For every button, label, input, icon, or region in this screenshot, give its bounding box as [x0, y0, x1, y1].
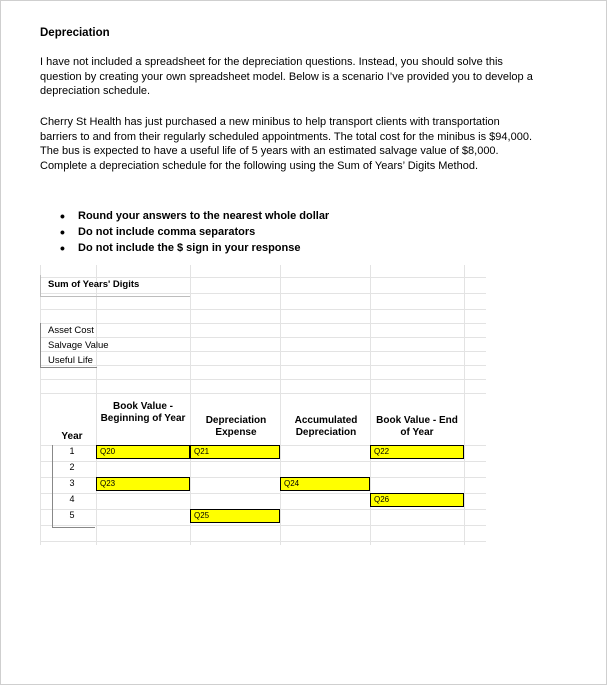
page-title: Depreciation	[40, 27, 110, 39]
answer-q22[interactable]: Q22	[370, 445, 464, 459]
header-year: Year	[61, 431, 83, 442]
scenario-paragraph: Cherry St Health has just purchased a new minibus to help transport clients with transportation barriers to and from their regularly scheduled appointments. The total cost for the minibus is $94,000. The bus is expected to have a useful life of 5 years with an estimated salvage value of $8,000. Complete a depreciation schedule for the following using the Sum of Years’ Digits Method.	[40, 116, 533, 172]
gridline	[40, 265, 41, 545]
gridline	[40, 323, 486, 324]
list-item: • Do not include the $ sign in your response	[60, 240, 329, 256]
header-accumulated-depreciation: Accumulated Depreciation	[294, 415, 358, 438]
gridline	[40, 525, 486, 526]
gridline	[464, 265, 465, 545]
gridline	[40, 309, 486, 310]
list-item: • Round your answers to the nearest whole dollar	[60, 208, 329, 224]
gridline	[40, 393, 486, 394]
gridline	[280, 265, 281, 545]
year-cell: 5	[69, 510, 75, 520]
gridline	[96, 265, 97, 545]
label-useful-life: Useful Life	[48, 355, 93, 366]
header-book-value-beginning: Book Value - Beginning of Year	[100, 401, 186, 424]
answer-q26[interactable]: Q26	[370, 493, 464, 507]
year-cell: 4	[69, 494, 75, 504]
answer-q23[interactable]: Q23	[96, 477, 190, 491]
header-depreciation-expense: Depreciation Expense	[205, 415, 267, 438]
gridline	[190, 265, 191, 545]
header-book-value-end: Book Value - End of Year	[376, 415, 458, 438]
year-cell: 1	[69, 446, 75, 456]
answer-q25[interactable]: Q25	[190, 509, 280, 523]
sheet-title: Sum of Years' Digits	[48, 279, 140, 290]
label-asset-cost: Asset Cost	[48, 325, 94, 336]
list-item: • Do not include comma separators	[60, 224, 329, 240]
gridline	[40, 541, 486, 542]
instructions-list	[60, 208, 329, 256]
answer-q21[interactable]: Q21	[190, 445, 280, 459]
label-salvage-value: Salvage Value	[48, 340, 109, 351]
year-cell: 3	[69, 478, 75, 488]
intro-paragraph: I have not included a spreadsheet for the depreciation questions. Instead, you should solve this question by creating your own spreadsheet model. Below is a scenario I’ve provided you to develop a depreciation schedule.	[40, 56, 533, 97]
gridline	[40, 337, 486, 338]
spreadsheet	[40, 265, 486, 545]
gridline	[40, 351, 486, 352]
gridline	[40, 461, 486, 462]
gridline	[40, 379, 486, 380]
gridline	[40, 365, 486, 366]
answer-q20[interactable]: Q20	[96, 445, 190, 459]
year-cell: 2	[69, 462, 75, 472]
answer-q24[interactable]: Q24	[280, 477, 370, 491]
